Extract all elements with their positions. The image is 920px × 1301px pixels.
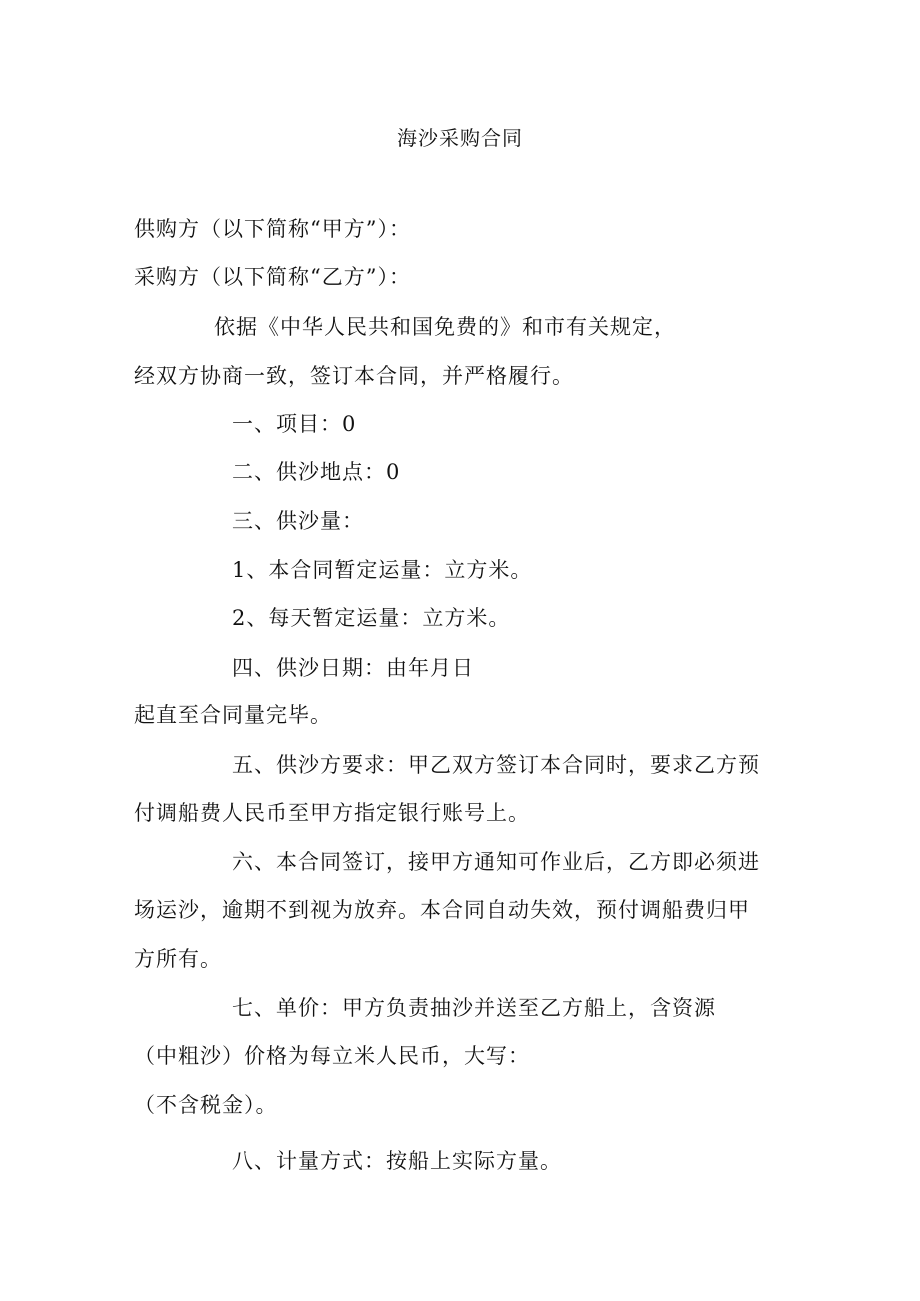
clause-5-line-1: 五、供沙方要求：甲乙双方签订本合同时，要求乙方预: [232, 753, 760, 777]
supplier-line: 供购方（以下简称“甲方”）：: [134, 217, 411, 241]
page-title: 海沙采购合同: [397, 126, 523, 150]
clause-7-line-3: （不含税金）。: [134, 1093, 278, 1117]
clause-5-line-2: 付调船费人民币至甲方指定银行账号上。: [134, 801, 530, 825]
clause-3-2: 2、每天暂定运量：立方米。: [232, 606, 511, 630]
clause-4-line-1: 四、供沙日期：由年月日: [232, 656, 474, 680]
clause-7-line-1: 七、单价：甲方负责抽沙并送至乙方船上，含资源: [232, 996, 716, 1020]
clause-2: 二、供沙地点：0: [232, 460, 401, 484]
clause-6-line-3: 方所有。: [134, 947, 222, 971]
intro-line-2: 经双方协商一致，签订本合同，并严格履行。: [134, 364, 574, 388]
clause-8: 八、计量方式：按船上实际方量。: [232, 1149, 562, 1173]
clause-3-1: 1、本合同暂定运量：立方米。: [232, 558, 533, 582]
clause-7-line-2: （中粗沙）价格为每立米人民币，大写：: [134, 1044, 530, 1068]
buyer-line: 采购方（以下简称“乙方”）：: [134, 265, 411, 289]
clause-4-line-2: 起直至合同量完毕。: [134, 703, 332, 727]
intro-line-1: 依据《中华人民共和国免费的》和市有关规定，: [214, 315, 676, 339]
clause-1: 一、项目：0: [232, 412, 357, 436]
clause-6-line-1: 六、本合同签订，接甲方通知可作业后，乙方即必须进: [232, 850, 760, 874]
clause-3: 三、供沙量：: [232, 509, 364, 533]
clause-6-line-2: 场运沙，逾期不到视为放弃。本合同自动失效，预付调船费归甲: [134, 898, 750, 922]
